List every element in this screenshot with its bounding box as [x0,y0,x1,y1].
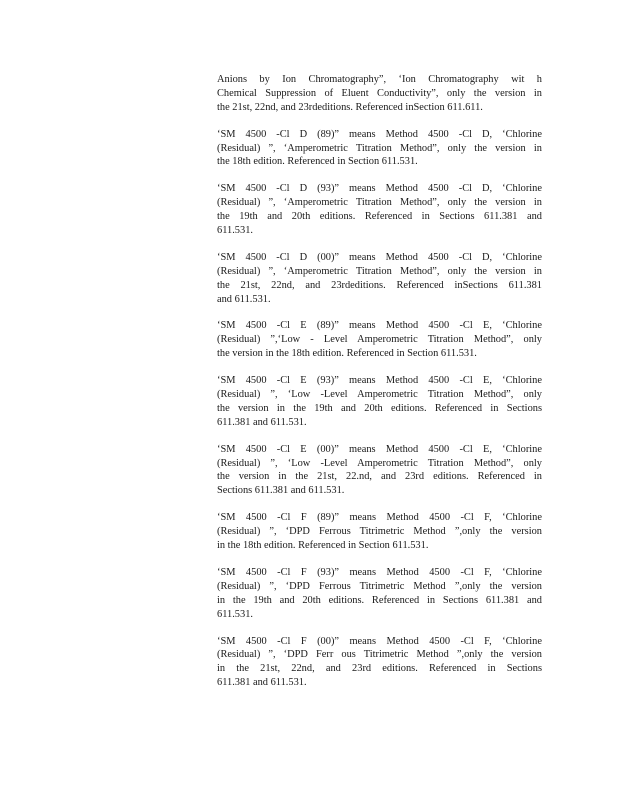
paragraph-line: the version in the 21st, 22.nd, and 23rd editions. Referenced in [217,471,542,483]
paragraph-line: (Residual) ”, ‘Amperometric Titration Method”, only the version in [217,265,542,277]
definition-paragraph [217,251,542,307]
paragraph-line: (Residual) ”,‘Low - Level Amperometric Titration Method”, only [217,334,542,346]
paragraph-line: 611.381 and 611.531. [217,416,307,428]
definition-paragraph [217,73,542,115]
paragraph-line: the 18th edition. Referenced in Section 611.531. [217,156,418,168]
paragraph-line: Sections 611.381 and 611.531. [217,485,345,497]
paragraph-line: ‘SM 4500 -Cl D (00)” means Method 4500 -Cl D, ‘Chlorine [217,251,542,263]
definition-paragraph [217,182,542,238]
definition-paragraph [217,566,542,622]
paragraph-line: ‘SM 4500 -Cl E (93)” means Method 4500 -Cl E, ‘Chlorine [217,375,542,387]
paragraph-line: in the 19th and 20th editions. Referenced in Sections 611.381 and [217,594,542,606]
paragraph-line: ‘SM 4500 -Cl F (93)” means Method 4500 -Cl F, ‘Chlorine [217,566,542,578]
paragraph-line: ‘SM 4500 -Cl F (00)” means Method 4500 -Cl F, ‘Chlorine [217,635,542,647]
paragraph-line: Anions by Ion Chromatography”, ‘Ion Chromatography wit h [217,74,542,85]
definition-paragraph [217,443,542,499]
paragraph-line: Chemical Suppression of Eluent Conductivity”, only the version in [217,87,542,99]
definitions-text-block [217,73,542,703]
paragraph-line: the 21st, 22nd, and 23rdeditions. Referenced inSection 611.611. [217,101,483,113]
paragraph-line: (Residual) ”, ‘Amperometric Titration Method”, only the version in [217,197,542,209]
paragraph-line: 611.531. [217,608,253,620]
paragraph-line: and 611.531. [217,293,271,305]
paragraph-line: the version in the 18th edition. Referenced in Section 611.531. [217,348,477,360]
paragraph-line: (Residual) ”, ‘DPD Ferr ous Titrimetric Method ”,only the version [217,649,542,661]
definition-paragraph [217,374,542,430]
paragraph-line: 611.381 and 611.531. [217,677,307,689]
paragraph-line: (Residual) ”, ‘Low -Level Amperometric Titration Method”, only [217,389,542,401]
paragraph-line: ‘SM 4500 -Cl E (89)” means Method 4500 -Cl E, ‘Chlorine [217,320,542,332]
paragraph-line: (Residual) ”, ‘DPD Ferrous Titrimetric Method ”,only the version [217,526,542,538]
paragraph-line: the 19th and 20th editions. Referenced in Sections 611.381 and [217,211,542,223]
paragraph-line: ‘SM 4500 -Cl D (93)” means Method 4500 -Cl D, ‘Chlorine [217,183,542,195]
paragraph-line: in the 21st, 22nd, and 23rd editions. Referenced in Sections [217,663,542,675]
paragraph-line: (Residual) ”, ‘DPD Ferrous Titrimetric Method ”,only the version [217,580,542,592]
paragraph-line: ‘SM 4500 -Cl E (00)” means Method 4500 -Cl E, ‘Chlorine [217,443,542,455]
definition-paragraph [217,128,542,170]
definition-paragraph [217,635,542,691]
paragraph-line: 611.531. [217,225,253,237]
paragraph-line: the 21st, 22nd, and 23rdeditions. Referenced inSections 611.381 [217,279,542,291]
definition-paragraph [217,319,542,361]
paragraph-line: in the 18th edition. Referenced in Section 611.531. [217,540,429,552]
paragraph-line: the version in the 19th and 20th editions. Referenced in Sections [217,402,542,414]
paragraph-line: (Residual) ”, ‘Amperometric Titration Method”, only the version in [217,142,542,154]
definition-paragraph [217,511,542,553]
paragraph-line: ‘SM 4500 -Cl F (89)” means Method 4500 -Cl F, ‘Chlorine [217,512,542,524]
paragraph-line: (Residual) ”, ‘Low -Level Amperometric Titration Method”, only [217,457,542,469]
paragraph-line: ‘SM 4500 -Cl D (89)” means Method 4500 -Cl D, ‘Chlorine [217,128,542,140]
